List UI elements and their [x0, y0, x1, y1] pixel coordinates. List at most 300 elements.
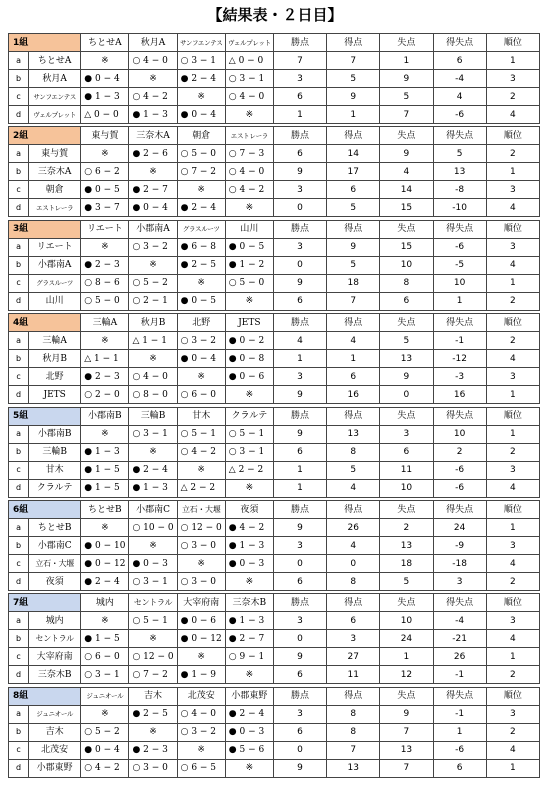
stat-header: 得失点 [433, 314, 486, 332]
points: 9 [273, 519, 326, 537]
match-result: ○ 6 − 2 [81, 163, 129, 181]
goals-for: 7 [327, 741, 380, 759]
goals-for: 3 [327, 630, 380, 648]
match-result: ● 2 − 4 [81, 573, 129, 591]
stat-header: 勝点 [273, 594, 326, 612]
self-match-cell: ※ [225, 573, 273, 591]
match-result: ○ 5 − 2 [129, 274, 177, 292]
stat-header: 順位 [486, 407, 539, 425]
match-result: ○ 12 − 0 [129, 648, 177, 666]
row-letter: d [9, 759, 29, 777]
goal-difference: -9 [433, 537, 486, 555]
goal-difference: 1 [433, 292, 486, 310]
self-match-cell: ※ [225, 759, 273, 777]
rank: 1 [486, 759, 539, 777]
team-name: クラルテ [29, 479, 81, 497]
team-row [9, 723, 540, 741]
match-result: ○ 3 − 1 [129, 425, 177, 443]
team-row [9, 368, 540, 386]
goals-against: 1 [380, 648, 433, 666]
opponent-header: セントラル [129, 594, 177, 612]
row-letter: b [9, 256, 29, 274]
self-match-cell: ※ [225, 666, 273, 684]
goal-difference: 10 [433, 425, 486, 443]
rank: 1 [486, 274, 539, 292]
points: 0 [273, 741, 326, 759]
match-result: ● 0 − 12 [177, 630, 225, 648]
page-title: 【結果表・２日目】 [207, 6, 343, 24]
match-result: ○ 4 − 2 [177, 443, 225, 461]
match-result: ○ 6 − 0 [81, 648, 129, 666]
team-row [9, 425, 540, 443]
team-name: セントラル [29, 630, 81, 648]
rank: 4 [486, 256, 539, 274]
match-result: ● 2 − 5 [129, 705, 177, 723]
points: 3 [273, 537, 326, 555]
team-name: 秋月A [29, 70, 81, 88]
self-match-cell: ※ [225, 479, 273, 497]
opponent-header: 山川 [225, 220, 273, 238]
points: 0 [273, 199, 326, 217]
match-result: ○ 5 − 1 [225, 425, 273, 443]
goal-difference: 5 [433, 145, 486, 163]
stat-header: 失点 [380, 220, 433, 238]
rank: 2 [486, 573, 539, 591]
team-row [9, 238, 540, 256]
points: 1 [273, 479, 326, 497]
goals-against: 14 [380, 181, 433, 199]
rank: 3 [486, 181, 539, 199]
rank: 1 [486, 386, 539, 404]
match-result: ● 6 − 8 [177, 238, 225, 256]
goals-for: 11 [327, 666, 380, 684]
team-row [9, 519, 540, 537]
points: 9 [273, 274, 326, 292]
row-letter: d [9, 106, 29, 124]
match-result: △ 2 − 2 [177, 479, 225, 497]
goals-against: 4 [380, 163, 433, 181]
match-result: ● 0 − 12 [81, 555, 129, 573]
points: 6 [273, 573, 326, 591]
goals-against: 9 [380, 705, 433, 723]
opponent-header: エストレーラ [225, 127, 273, 145]
points: 9 [273, 163, 326, 181]
stat-header: 勝点 [273, 220, 326, 238]
team-name: 甘木 [29, 461, 81, 479]
goal-difference: -10 [433, 199, 486, 217]
goals-for: 9 [327, 88, 380, 106]
stat-header: 順位 [486, 594, 539, 612]
row-letter: c [9, 461, 29, 479]
goal-difference: 6 [433, 52, 486, 70]
self-match-cell: ※ [129, 163, 177, 181]
match-result: ○ 3 − 1 [225, 443, 273, 461]
match-result: ○ 6 − 0 [177, 386, 225, 404]
stat-header: 失点 [380, 594, 433, 612]
row-letter: a [9, 705, 29, 723]
match-result: ○ 5 − 2 [81, 723, 129, 741]
goals-against: 3 [380, 425, 433, 443]
match-result: ● 2 − 4 [177, 70, 225, 88]
team-row [9, 292, 540, 310]
opponent-header: ちとせA [81, 34, 129, 52]
stat-header: 失点 [380, 501, 433, 519]
team-row [9, 52, 540, 70]
match-result: ○ 4 − 0 [225, 88, 273, 106]
goal-difference: -6 [433, 461, 486, 479]
match-result: ● 0 − 5 [177, 292, 225, 310]
rank: 2 [486, 666, 539, 684]
match-result: ○ 3 − 1 [177, 52, 225, 70]
goal-difference: -1 [433, 705, 486, 723]
match-result: ● 1 − 3 [225, 537, 273, 555]
goal-difference: -6 [433, 238, 486, 256]
rank: 2 [486, 145, 539, 163]
rank: 3 [486, 461, 539, 479]
rank: 2 [486, 723, 539, 741]
team-name: ちとせB [29, 519, 81, 537]
goals-against: 18 [380, 555, 433, 573]
match-result: ○ 6 − 5 [177, 759, 225, 777]
team-row [9, 106, 540, 124]
match-result: ● 2 − 3 [129, 741, 177, 759]
match-result: ○ 8 − 0 [129, 386, 177, 404]
self-match-cell: ※ [225, 106, 273, 124]
opponent-header: 小郡南B [81, 407, 129, 425]
team-name: 三輪A [29, 332, 81, 350]
rank: 3 [486, 705, 539, 723]
goals-against: 9 [380, 145, 433, 163]
rank: 1 [486, 163, 539, 181]
goal-difference: -12 [433, 350, 486, 368]
self-match-cell: ※ [225, 292, 273, 310]
stat-header: 得点 [327, 407, 380, 425]
team-name: 北野 [29, 368, 81, 386]
goals-for: 13 [327, 425, 380, 443]
stat-header: 得点 [327, 127, 380, 145]
team-name: 吉木 [29, 723, 81, 741]
match-result: ● 1 − 3 [129, 106, 177, 124]
opponent-header: 三輪A [81, 314, 129, 332]
rank: 1 [486, 648, 539, 666]
opponent-header: ちとせB [81, 501, 129, 519]
group-header-row [9, 220, 540, 238]
match-result: ● 0 − 4 [81, 741, 129, 759]
team-name: 城内 [29, 612, 81, 630]
goals-against: 13 [380, 350, 433, 368]
self-match-cell: ※ [177, 648, 225, 666]
row-letter: b [9, 723, 29, 741]
group-name: 7組 [9, 594, 81, 612]
match-result: ● 1 − 3 [81, 88, 129, 106]
group-table [8, 593, 540, 684]
match-result: ○ 7 − 2 [177, 163, 225, 181]
goals-for: 8 [327, 573, 380, 591]
opponent-header: 三奈木A [129, 127, 177, 145]
match-result: ○ 10 − 0 [129, 519, 177, 537]
row-letter: d [9, 573, 29, 591]
match-result: ● 0 − 3 [225, 723, 273, 741]
group-table [8, 407, 540, 498]
row-letter: d [9, 199, 29, 217]
goals-for: 6 [327, 181, 380, 199]
opponent-header: 小郡南A [129, 220, 177, 238]
match-result: ● 1 − 2 [225, 256, 273, 274]
match-result: ○ 5 − 0 [225, 274, 273, 292]
row-letter: d [9, 666, 29, 684]
stat-header: 得点 [327, 314, 380, 332]
goals-for: 5 [327, 70, 380, 88]
row-letter: a [9, 145, 29, 163]
goal-difference: 10 [433, 274, 486, 292]
team-row [9, 666, 540, 684]
opponent-header: 東与賀 [81, 127, 129, 145]
team-name: 小郡南C [29, 537, 81, 555]
stat-header: 勝点 [273, 501, 326, 519]
self-match-cell: ※ [81, 705, 129, 723]
row-letter: c [9, 741, 29, 759]
points: 6 [273, 292, 326, 310]
self-match-cell: ※ [81, 425, 129, 443]
stat-header: 得点 [327, 501, 380, 519]
stat-header: 勝点 [273, 687, 326, 705]
rank: 2 [486, 443, 539, 461]
points: 3 [273, 181, 326, 199]
team-row [9, 705, 540, 723]
match-result: ● 4 − 2 [225, 519, 273, 537]
match-result: ● 2 − 4 [129, 461, 177, 479]
opponent-header: 小郡南C [129, 501, 177, 519]
opponent-header: グラスルーツ [177, 220, 225, 238]
goal-difference: -6 [433, 479, 486, 497]
team-row [9, 443, 540, 461]
match-result: ○ 5 − 0 [81, 292, 129, 310]
goals-against: 6 [380, 443, 433, 461]
match-result: ○ 2 − 0 [81, 386, 129, 404]
team-name: ジュニオール [29, 705, 81, 723]
rank: 2 [486, 332, 539, 350]
match-result: ● 2 − 6 [129, 145, 177, 163]
row-letter: b [9, 163, 29, 181]
opponent-header: 三輪B [129, 407, 177, 425]
match-result: ○ 4 − 2 [81, 759, 129, 777]
goals-for: 18 [327, 274, 380, 292]
match-result: ○ 7 − 3 [225, 145, 273, 163]
match-result: ● 0 − 4 [177, 350, 225, 368]
opponent-header: 秋月A [129, 34, 177, 52]
goals-for: 5 [327, 461, 380, 479]
points: 6 [273, 88, 326, 106]
points: 1 [273, 106, 326, 124]
match-result: ○ 3 − 2 [177, 332, 225, 350]
self-match-cell: ※ [129, 537, 177, 555]
match-result: ○ 12 − 0 [177, 519, 225, 537]
goals-against: 2 [380, 519, 433, 537]
stat-header: 得失点 [433, 407, 486, 425]
opponent-header: 夜須 [225, 501, 273, 519]
team-name: 秋月B [29, 350, 81, 368]
points: 9 [273, 759, 326, 777]
goals-for: 4 [327, 479, 380, 497]
self-match-cell: ※ [81, 52, 129, 70]
team-row [9, 199, 540, 217]
team-row [9, 274, 540, 292]
team-name: リエート [29, 238, 81, 256]
goal-difference: -5 [433, 256, 486, 274]
opponent-header: 北野 [177, 314, 225, 332]
match-result: ● 0 − 3 [129, 555, 177, 573]
self-match-cell: ※ [129, 256, 177, 274]
row-letter: d [9, 479, 29, 497]
rank: 3 [486, 368, 539, 386]
stat-header: 失点 [380, 407, 433, 425]
match-result: ○ 4 − 0 [129, 52, 177, 70]
team-row [9, 145, 540, 163]
goal-difference: -6 [433, 741, 486, 759]
row-letter: b [9, 350, 29, 368]
match-result: ● 0 − 6 [225, 368, 273, 386]
stat-header: 得失点 [433, 501, 486, 519]
team-name: 朝倉 [29, 181, 81, 199]
team-name: 立石・大堰 [29, 555, 81, 573]
match-result: ○ 3 − 2 [129, 238, 177, 256]
goals-against: 0 [380, 386, 433, 404]
points: 4 [273, 332, 326, 350]
match-result: △ 0 − 0 [81, 106, 129, 124]
points: 9 [273, 386, 326, 404]
goals-for: 7 [327, 292, 380, 310]
stat-header: 得失点 [433, 127, 486, 145]
opponent-header: 北茂安 [177, 687, 225, 705]
rank: 3 [486, 612, 539, 630]
goals-for: 14 [327, 145, 380, 163]
rank: 2 [486, 292, 539, 310]
goals-against: 7 [380, 723, 433, 741]
goals-against: 12 [380, 666, 433, 684]
points: 0 [273, 555, 326, 573]
match-result: ● 5 − 6 [225, 741, 273, 759]
opponent-header: JETS [225, 314, 273, 332]
goals-for: 6 [327, 612, 380, 630]
match-result: ○ 4 − 2 [129, 88, 177, 106]
goals-for: 27 [327, 648, 380, 666]
self-match-cell: ※ [81, 519, 129, 537]
match-result: △ 1 − 1 [129, 332, 177, 350]
match-result: ○ 4 − 2 [225, 181, 273, 199]
goal-difference: 26 [433, 648, 486, 666]
match-result: ● 0 − 3 [225, 555, 273, 573]
group-name: 6組 [9, 501, 81, 519]
group-table [8, 500, 540, 591]
goal-difference: 16 [433, 386, 486, 404]
match-result: ○ 2 − 1 [129, 292, 177, 310]
team-name: ヴェルプレット [29, 106, 81, 124]
team-name: 北茂安 [29, 741, 81, 759]
team-name: ちとせA [29, 52, 81, 70]
goal-difference: -21 [433, 630, 486, 648]
match-result: ○ 3 − 1 [81, 666, 129, 684]
self-match-cell: ※ [81, 332, 129, 350]
group-table [8, 33, 540, 124]
goals-for: 17 [327, 163, 380, 181]
match-result: ● 0 − 4 [129, 199, 177, 217]
opponent-header: 甘木 [177, 407, 225, 425]
team-row [9, 70, 540, 88]
match-result: ● 1 − 5 [81, 630, 129, 648]
team-name: 三奈木A [29, 163, 81, 181]
goal-difference: 1 [433, 723, 486, 741]
match-result: ● 0 − 5 [225, 238, 273, 256]
team-row [9, 612, 540, 630]
goals-for: 4 [327, 537, 380, 555]
points: 0 [273, 256, 326, 274]
row-letter: b [9, 630, 29, 648]
self-match-cell: ※ [81, 612, 129, 630]
points: 6 [273, 666, 326, 684]
goals-for: 8 [327, 705, 380, 723]
rank: 2 [486, 88, 539, 106]
opponent-header: サンフエンテス [177, 34, 225, 52]
opponent-header: ヴェルプレット [225, 34, 273, 52]
goal-difference: -4 [433, 612, 486, 630]
group-name: 5組 [9, 407, 81, 425]
match-result: ○ 3 − 0 [177, 537, 225, 555]
self-match-cell: ※ [81, 145, 129, 163]
goal-difference: 2 [433, 443, 486, 461]
team-name: 山川 [29, 292, 81, 310]
row-letter: a [9, 52, 29, 70]
rank: 1 [486, 519, 539, 537]
match-result: ○ 4 − 0 [225, 163, 273, 181]
match-result: ○ 5 − 1 [129, 612, 177, 630]
self-match-cell: ※ [129, 630, 177, 648]
stat-header: 順位 [486, 34, 539, 52]
goals-against: 10 [380, 612, 433, 630]
match-result: ● 2 − 7 [129, 181, 177, 199]
goals-against: 8 [380, 274, 433, 292]
stat-header: 失点 [380, 314, 433, 332]
goals-for: 16 [327, 386, 380, 404]
match-result: ● 2 − 3 [81, 256, 129, 274]
team-row [9, 181, 540, 199]
row-letter: a [9, 425, 29, 443]
goals-against: 15 [380, 238, 433, 256]
row-letter: c [9, 274, 29, 292]
team-row [9, 479, 540, 497]
row-letter: c [9, 88, 29, 106]
match-result: ● 1 − 3 [129, 479, 177, 497]
team-row [9, 648, 540, 666]
team-row [9, 537, 540, 555]
team-name: 大宰府南 [29, 648, 81, 666]
team-row [9, 256, 540, 274]
opponent-header: 吉木 [129, 687, 177, 705]
goals-against: 5 [380, 573, 433, 591]
match-result: ● 1 − 9 [177, 666, 225, 684]
row-letter: d [9, 292, 29, 310]
team-row [9, 741, 540, 759]
group-name: 4組 [9, 314, 81, 332]
opponent-header: リエート [81, 220, 129, 238]
goal-difference: -1 [433, 666, 486, 684]
row-letter: b [9, 443, 29, 461]
stat-header: 得点 [327, 687, 380, 705]
row-letter: c [9, 648, 29, 666]
group-header-row [9, 34, 540, 52]
row-letter: c [9, 181, 29, 199]
rank: 4 [486, 555, 539, 573]
group-header-row [9, 594, 540, 612]
